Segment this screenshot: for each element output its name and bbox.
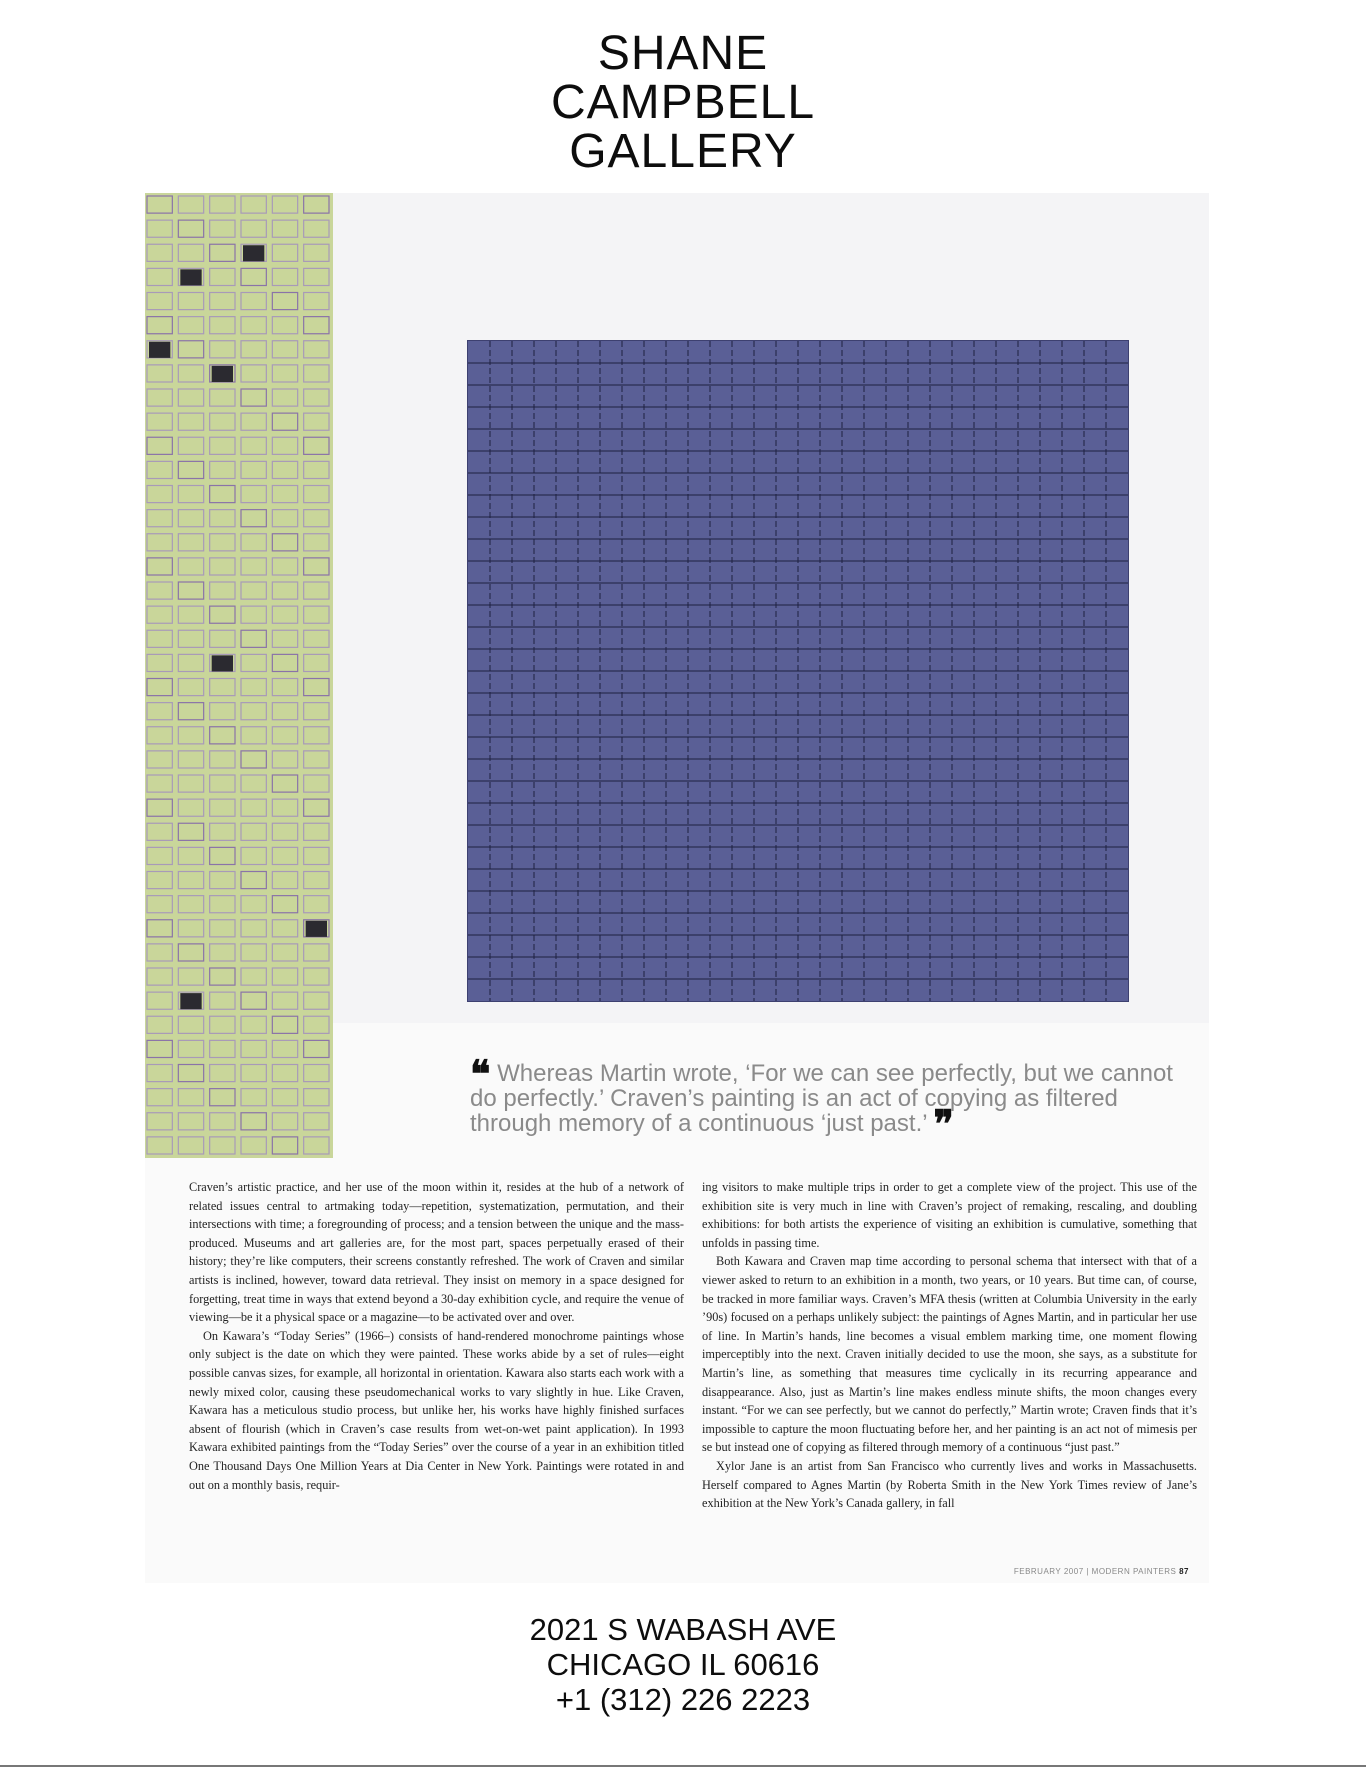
artwork-photo: [333, 193, 1209, 1023]
folio-page-number: 87: [1179, 1567, 1189, 1576]
close-quote-icon: ❞: [933, 1104, 954, 1146]
article-body: [189, 1178, 1197, 1538]
gallery-name-line-1: SHANE: [597, 27, 769, 80]
folio-date: FEBRUARY 2007 | MODERN PAINTERS: [1013, 1567, 1177, 1576]
address-city: CHICAGO IL 60616: [546, 1647, 820, 1682]
pull-quote: [470, 1054, 1190, 1146]
paragraph: On Kawara’s “Today Series” (1966–) consists of hand-rendered monochrome paintings whose only subject is the date on which they were painted. These works abide by a set of rules—eight possible canvas sizes, for example, all horizontal in orientation. Kawara also starts each work with a newly mixed color, causing these pseudomechanical works to vary slightly in hue. Like Craven, Kawara has a meticulous studio process, but unlike her, his works have highly finished surfaces absent of flourish (which in Craven’s case results from wet-on-wet paint application). In 1993 Kawara exhibited paintings from the “Today Series” over the course of a year in an exhibition titled One Thousand Days One Million Years at Dia Center in New York. Paintings were rotated in and out on a monthly basis, requir-: [189, 1328, 684, 1492]
gallery-name-line-3: GALLERY: [569, 125, 797, 178]
page-folio: [1014, 1567, 1189, 1576]
gallery-logo: [0, 27, 1366, 178]
magazine-page-scan: [145, 193, 1209, 1583]
open-quote-icon: ❝: [470, 1054, 491, 1096]
gallery-address: [0, 1612, 1366, 1717]
article-column-1: [189, 1178, 684, 1538]
calendar-painting-image: [145, 193, 333, 1158]
article-column-2: [702, 1178, 1197, 1538]
gallery-name-line-2: CAMPBELL: [550, 76, 816, 129]
bottom-rule: [0, 1765, 1366, 1767]
paragraph: ing visitors to make multiple trips in order to get a complete view of the project. This use of the exhibition site is very much in line with Craven’s project of remaking, rescaling, and doubling exhibitions: for both artists the experience of visiting an exhibition is cumulative, something that unfolds in passing time.: [702, 1180, 1197, 1250]
pull-quote-text: Whereas Martin wrote, ‘For we can see perfectly, but we cannot do perfectly.’ Craven’s painting is an act of copying as filtered through memory of a continuous ‘just past.’: [470, 1060, 1173, 1137]
grid-painting-image: [468, 341, 1128, 1001]
address-phone: +1 (312) 226 2223: [555, 1682, 811, 1717]
paragraph: Both Kawara and Craven map time according to personal schema that intersect with that of a viewer asked to return to an exhibition in a month, two years, or 10 years. But time can, of course, be tracked in more familiar ways. Craven’s MFA thesis (written at Columbia University in the early ’90s) focused on a perhaps unlikely subject: the paintings of Agnes Martin, and in particular her use of line. In Martin’s hands, line becomes a visual emblem marking time, one moment flowing imperceptibly into the next. Craven initially decided to use the moon, she says, as a substitute for Martin’s line, as something that measures time cyclically in its recurring appearance and disappearance. Also, just as Martin’s line makes endless minute shifts, the moon changes every instant. “For we can see perfectly, but we cannot do perfectly,” Martin wrote; Craven finds that it’s impossible to capture the moon fluctuating before her, and her painting is an act not of mimesis per se but instead one of copying as filtered through memory of a continuous “just past.”: [702, 1254, 1197, 1455]
address-street: 2021 S WABASH AVE: [529, 1612, 837, 1647]
paragraph: Craven’s artistic practice, and her use of the moon within it, resides at the hub of a network of related issues central to artmaking today—repetition, systematization, permutation, and their intersections with time; a foregrounding of process; and a tension between the unique and the mass-produced. Museums and art galleries are, for the most part, spaces perpetually erased of their history; they’re like computers, their screens constantly refreshed. The work of Craven and similar artists is inclined, however, toward data retrieval. They insist on memory in a space designed for forgetting, treat time in ways that extend beyond a 30-day exhibition cycle, and require the venue of viewing—be it a physical space or a magazine—to be activated over and over.: [189, 1180, 684, 1325]
paragraph: Xylor Jane is an artist from San Francisco who currently lives and works in Massachusetts. Herself compared to Agnes Martin (by Roberta Smith in the New York Times review of Jane’s exhibition at the New York’s Canada gallery, in fall: [702, 1458, 1197, 1511]
